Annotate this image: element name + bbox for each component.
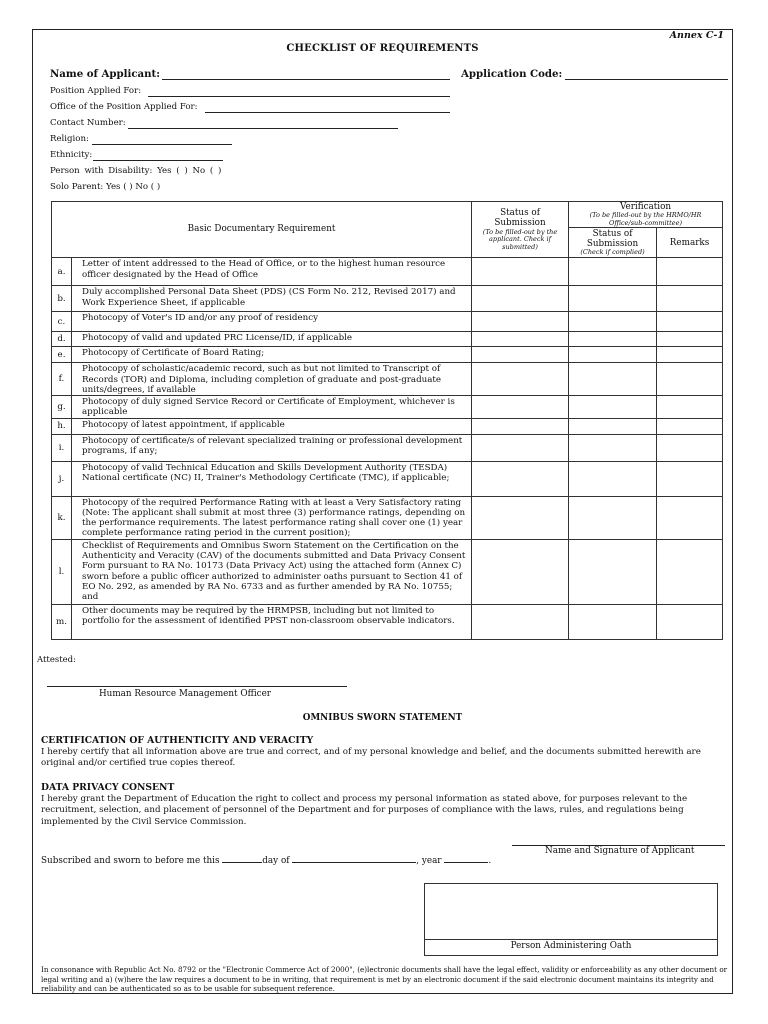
row-status-cell[interactable]	[472, 418, 569, 434]
row-letter: g.	[52, 396, 72, 419]
row-status-cell[interactable]	[472, 461, 569, 496]
row-requirement: Photocopy of valid Technical Education and Skills Development Authority (TESDA) National certificate (NC) II, Trainer's Methodology Certificate (TMC), if applicable;	[72, 461, 472, 496]
row-verification-status-cell[interactable]	[569, 496, 657, 539]
row-requirement: Photocopy of scholastic/academic record, such as but not limited to Transcript of Records (TOR) and Diploma, including completion of graduate and post-graduate units/degrees, if available	[72, 363, 472, 396]
table-row	[52, 396, 723, 419]
row-remarks-cell[interactable]	[657, 347, 723, 363]
row-status-cell[interactable]	[472, 604, 569, 639]
row-remarks-cell[interactable]	[657, 539, 723, 604]
header-remarks: Remarks	[657, 228, 723, 258]
row-requirement: Photocopy of duly signed Service Record or Certificate of Employment, whichever is applicable	[72, 396, 472, 419]
ethnicity-label: Ethnicity:	[50, 150, 93, 160]
row-remarks-cell[interactable]	[657, 396, 723, 419]
header-ver-status	[569, 228, 657, 258]
row-verification-status-cell[interactable]	[569, 604, 657, 639]
dpc-title: DATA PRIVACY CONSENT	[41, 782, 175, 793]
row-requirement: Photocopy of Voter's ID and/or any proof of residency	[72, 312, 472, 332]
dpc-text: I hereby grant the Department of Education the right to collect and process my personal information as stated above, for purposes relevant to the recruitment, selection, and placement of personnel of the Department and for purposes of compliance with the laws, rules, and regulations being implemented by the Civil Service Commission.	[41, 794, 688, 827]
row-status-cell[interactable]	[472, 258, 569, 286]
row-remarks-cell[interactable]	[657, 312, 723, 332]
row-status-cell[interactable]	[472, 434, 569, 461]
row-letter: e.	[52, 347, 72, 363]
contact-field[interactable]	[128, 128, 398, 129]
row-letter: d.	[52, 332, 72, 347]
application-code-field[interactable]	[565, 79, 728, 80]
row-letter: j.	[52, 461, 72, 496]
row-verification-status-cell[interactable]	[569, 286, 657, 312]
header-requirement: Basic Documentary Requirement	[52, 202, 472, 258]
footer-note: In consonance with Republic Act No. 8792 or the "Electronic Commerce Act of 2000", (e)lectronic documents shall have the legal effect, validity or enforceability as any other document or legal writing and a) (w)here the law requires a document to be in writing, that requirement is met by an electronic document if the said electronic document maintains its integrity and reliability and can be authenticated so as to be usable for subsequent reference.	[41, 965, 728, 994]
row-letter: b.	[52, 286, 72, 312]
requirements-body	[52, 258, 723, 639]
oath-box[interactable]	[424, 883, 718, 956]
row-verification-status-cell[interactable]	[569, 363, 657, 396]
sworn-end: .	[488, 856, 492, 866]
row-verification-status-cell[interactable]	[569, 258, 657, 286]
annex-label: Annex C-1	[669, 30, 724, 41]
contact-label: Contact Number:	[50, 118, 126, 128]
table-row	[52, 312, 723, 332]
row-status-cell[interactable]	[472, 496, 569, 539]
application-code-label: Application Code:	[461, 68, 563, 80]
header-verification-label: Verification	[619, 202, 672, 212]
row-remarks-cell[interactable]	[657, 461, 723, 496]
row-remarks-cell[interactable]	[657, 434, 723, 461]
cav-text: I hereby certify that all information above are true and correct, and of my personal knowledge and belief, and the documents submitted herewith are original and/or certified true copies thereof.	[41, 747, 701, 769]
row-remarks-cell[interactable]	[657, 418, 723, 434]
row-requirement: Photocopy of latest appointment, if applicable	[72, 418, 472, 434]
applicant-name-field[interactable]	[162, 79, 450, 80]
header-ver-status-note: (Check if complied)	[580, 248, 645, 257]
religion-label: Religion:	[50, 134, 89, 144]
table-row	[52, 418, 723, 434]
row-verification-status-cell[interactable]	[569, 347, 657, 363]
sworn-prefix: Subscribed and sworn to before me this	[41, 856, 220, 866]
table-row	[52, 258, 723, 286]
sworn-month-field[interactable]	[292, 862, 416, 863]
position-label: Position Applied For:	[50, 86, 142, 96]
solo-parent-field[interactable]: Solo Parent: Yes ( ) No ( )	[50, 182, 161, 192]
table-row	[52, 286, 723, 312]
sworn-year-label: , year	[416, 856, 442, 866]
position-field[interactable]	[148, 96, 450, 97]
row-requirement: Photocopy of certificate/s of relevant specialized training or professional development programs, if any;	[72, 434, 472, 461]
row-remarks-cell[interactable]	[657, 258, 723, 286]
hrmo-label: Human Resource Management Officer	[99, 689, 271, 699]
row-verification-status-cell[interactable]	[569, 418, 657, 434]
row-requirement: Photocopy of valid and updated PRC License/ID, if applicable	[72, 332, 472, 347]
row-letter: a.	[52, 258, 72, 286]
row-letter: h.	[52, 418, 72, 434]
cav-title: CERTIFICATION OF AUTHENTICITY AND VERACITY	[41, 735, 314, 746]
applicant-signature-label: Name and Signature of Applicant	[545, 846, 695, 856]
table-row	[52, 539, 723, 604]
applicant-name-label: Name of Applicant:	[50, 68, 161, 80]
row-status-cell[interactable]	[472, 312, 569, 332]
omnibus-title: OMNIBUS SWORN STATEMENT	[302, 713, 463, 723]
sworn-statement	[41, 856, 491, 866]
sworn-year-field[interactable]	[444, 862, 488, 863]
attested-label: Attested:	[37, 655, 76, 665]
row-verification-status-cell[interactable]	[569, 332, 657, 347]
hrmo-signature-line[interactable]	[47, 686, 347, 687]
table-row	[52, 461, 723, 496]
oath-divider	[425, 939, 717, 940]
row-requirement: Photocopy of the required Performance Rating with at least a Very Satisfactory rating (Note: The applicant shall submit at most three (3) performance ratings, depending on the performance requirements. The latest performance rating shall cover one (1) year complete performance rating period in the current position);	[72, 496, 472, 539]
row-status-cell[interactable]	[472, 286, 569, 312]
table-row	[52, 604, 723, 639]
requirements-table	[51, 201, 723, 640]
row-remarks-cell[interactable]	[657, 286, 723, 312]
document-frame	[32, 29, 733, 994]
row-verification-status-cell[interactable]	[569, 539, 657, 604]
sworn-day-field[interactable]	[222, 862, 262, 863]
row-status-cell[interactable]	[472, 363, 569, 396]
header-status-label: Status of Submission	[494, 208, 546, 229]
row-requirement: Checklist of Requirements and Omnibus Sworn Statement on the Certification on the Authenticity and Veracity (CAV) of the documents submitted and Data Privacy Consent Form pursuant to RA No. 10173 (Data Privacy Act) using the attached form (Annex C) sworn before a public officer authorized to administer oaths pursuant to Section 41 of EO No. 292, as amended by RA No. 6733 and as further amended by RA No. 10755; and	[72, 539, 472, 604]
row-verification-status-cell[interactable]	[569, 461, 657, 496]
row-verification-status-cell[interactable]	[569, 312, 657, 332]
row-verification-status-cell[interactable]	[569, 396, 657, 419]
ethnicity-field[interactable]	[93, 160, 223, 161]
page-title: CHECKLIST OF REQUIREMENTS	[286, 43, 479, 54]
table-row	[52, 347, 723, 363]
row-status-cell[interactable]	[472, 396, 569, 419]
religion-field[interactable]	[92, 144, 232, 145]
header-status	[472, 202, 569, 258]
row-remarks-cell[interactable]	[657, 604, 723, 639]
row-letter: m.	[52, 604, 72, 639]
row-letter: l.	[52, 539, 72, 604]
oath-label: Person Administering Oath	[510, 941, 632, 951]
row-requirement: Other documents may be required by the HRMPSB, including but not limited to portfolio for the assessment of identified PPST non-classroom observable indicators.	[72, 604, 472, 639]
row-status-cell[interactable]	[472, 347, 569, 363]
header-verification	[569, 202, 723, 228]
row-remarks-cell[interactable]	[657, 332, 723, 347]
row-status-cell[interactable]	[472, 539, 569, 604]
table-row	[52, 434, 723, 461]
row-letter: c.	[52, 312, 72, 332]
pwd-field[interactable]: Person with Disability: Yes ( ) No ( )	[50, 166, 222, 176]
sworn-day-label: day of	[262, 856, 290, 866]
table-row	[52, 332, 723, 347]
row-requirement: Photocopy of Certificate of Board Rating;	[72, 347, 472, 363]
header-ver-status-label: Status of Submission	[586, 228, 639, 250]
table-row	[52, 496, 723, 539]
row-letter: i.	[52, 434, 72, 461]
header-verification-note: (To be filled-out by the HRMO/HR Office/sub-committee)	[589, 211, 702, 227]
row-letter: k.	[52, 496, 72, 539]
row-remarks-cell[interactable]	[657, 363, 723, 396]
row-verification-status-cell[interactable]	[569, 434, 657, 461]
office-field[interactable]	[205, 112, 450, 113]
header-status-note: (To be filled-out by the applicant. Check if submitted)	[482, 227, 558, 251]
row-requirement: Letter of intent addressed to the Head of Office, or to the highest human resource officer designated by the Head of Office	[72, 258, 472, 286]
row-remarks-cell[interactable]	[657, 496, 723, 539]
table-row	[52, 363, 723, 396]
office-label: Office of the Position Applied For:	[50, 102, 198, 112]
row-status-cell[interactable]	[472, 332, 569, 347]
row-requirement: Duly accomplished Personal Data Sheet (PDS) (CS Form No. 212, Revised 2017) and Work Experience Sheet, if applicable	[72, 286, 472, 312]
row-letter: f.	[52, 363, 72, 396]
